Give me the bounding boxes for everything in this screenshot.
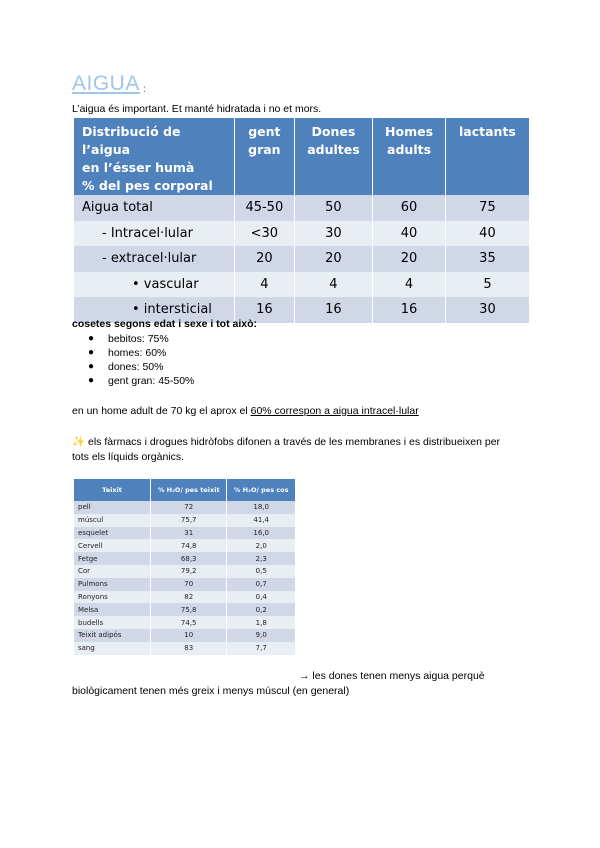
table-row	[74, 603, 296, 616]
tissue-name: Teixit adipós	[74, 629, 151, 642]
header-cell: Dones adultes	[294, 118, 372, 195]
table-cell: 16,0	[227, 527, 296, 540]
sparkles-icon: ✨	[72, 436, 86, 448]
tissue-name: Cervell	[74, 539, 151, 552]
table-row	[74, 552, 296, 565]
bullet-icon: ●	[88, 347, 95, 358]
table-row	[74, 514, 296, 527]
row-label: - Intracel·lular	[74, 221, 235, 247]
tissue-name: Fetge	[74, 552, 151, 565]
table-row	[74, 629, 296, 642]
table-cell: <30	[235, 221, 295, 247]
table-cell: 41,4	[227, 514, 296, 527]
table-row	[74, 539, 296, 552]
header-cell: Distribució de l’aigua en l’ésser humà % del pes corporal	[74, 118, 235, 195]
header-cell: Teixit	[74, 479, 151, 501]
table-cell: 9,0	[227, 629, 296, 642]
table-cell: 60	[373, 195, 446, 221]
table-cell: 35	[445, 246, 529, 272]
table-cell: 74,5	[151, 616, 227, 629]
table-cell: 79,2	[151, 565, 227, 578]
note-line-1: → les dones tenen menys aigua perquè	[299, 670, 485, 682]
bullet-icon: ●	[88, 361, 95, 372]
table-cell: 0,2	[227, 603, 296, 616]
table-row	[74, 578, 296, 591]
table-cell: 70	[151, 578, 227, 591]
bullet-icon: ●	[88, 333, 95, 344]
tissue-name: sang	[74, 642, 151, 655]
table-row	[74, 591, 296, 604]
tissue-water-table	[74, 479, 296, 655]
table-cell: 75	[445, 195, 529, 221]
paragraph-drugs-line2: tots els líquids orgànics.	[72, 451, 185, 463]
table-cell: 40	[373, 221, 446, 247]
tissue-name: Ronyons	[74, 591, 151, 604]
table-cell: 68,3	[151, 552, 227, 565]
header-cell: gent gran	[235, 118, 295, 195]
header-cell: lactants	[445, 118, 529, 195]
paragraph-intracellular: en un home adult de 70 kg el aprox el 60% correspon a aigua intracel·lular	[72, 405, 419, 417]
tissue-name: budells	[74, 616, 151, 629]
table-cell: 16	[235, 297, 295, 323]
table-row	[74, 642, 296, 655]
row-label: Aigua total	[74, 195, 235, 221]
note-line-2: biològicament tenen més greix i menys múscul (en general)	[72, 685, 350, 697]
table-cell: 2,3	[227, 552, 296, 565]
list-item: ● gent gran: 45-50%	[88, 375, 195, 387]
list-item: ● dones: 50%	[88, 361, 164, 373]
table-cell: 18,0	[227, 501, 296, 514]
tissue-name: múscul	[74, 514, 151, 527]
row-label: - extracel·lular	[74, 246, 235, 272]
table-row	[74, 221, 530, 247]
table-cell: 0,7	[227, 578, 296, 591]
table-cell: 4	[235, 272, 295, 298]
table-cell: 74,8	[151, 539, 227, 552]
table-cell: 83	[151, 642, 227, 655]
table-cell: 75,7	[151, 514, 227, 527]
table-cell: 31	[151, 527, 227, 540]
table-cell: 0,4	[227, 591, 296, 604]
table-cell: 1,8	[227, 616, 296, 629]
water-distribution-table	[74, 118, 530, 323]
table-cell: 20	[373, 246, 446, 272]
row-label: • vascular	[74, 272, 235, 298]
table-row	[74, 616, 296, 629]
table-cell: 4	[373, 272, 446, 298]
table-cell: 7,7	[227, 642, 296, 655]
title-colon: :	[143, 84, 146, 95]
table-header-row	[74, 118, 530, 195]
table-cell: 0,5	[227, 565, 296, 578]
tissue-name: Cor	[74, 565, 151, 578]
tissue-name: Pulmons	[74, 578, 151, 591]
list-item: ● bebitos: 75%	[88, 333, 169, 345]
underlined-text: 60% correspon a aigua intracel·lular	[250, 405, 419, 417]
table-row	[74, 527, 296, 540]
table-cell: 40	[445, 221, 529, 247]
table-cell: 45-50	[235, 195, 295, 221]
list-item: ● homes: 60%	[88, 347, 167, 359]
table-cell: 10	[151, 629, 227, 642]
table-cell: 20	[235, 246, 295, 272]
table-cell: 16	[373, 297, 446, 323]
table-cell: 4	[294, 272, 372, 298]
intro-text: L’aigua és important. Et manté hidratada i no et mors.	[72, 103, 322, 115]
table-cell: 2,0	[227, 539, 296, 552]
row-label: • intersticial	[74, 297, 235, 323]
page-title: AIGUA	[72, 72, 140, 95]
paragraph-drugs: ✨ els fàrmacs i drogues hidròfobs difonen a través de les membranes i es distribueixen per	[72, 436, 501, 448]
table-cell: 30	[445, 297, 529, 323]
tissue-name: esquelet	[74, 527, 151, 540]
table-row	[74, 272, 530, 298]
table-cell: 50	[294, 195, 372, 221]
table-cell: 5	[445, 272, 529, 298]
table-cell: 82	[151, 591, 227, 604]
tissue-name: Melsa	[74, 603, 151, 616]
table-row	[74, 246, 530, 272]
header-cell: % H₂O/ pes teixit	[151, 479, 227, 501]
section-heading: cosetes segons edat i sexe i tot això:	[72, 318, 257, 330]
table-row	[74, 195, 530, 221]
table-cell: 75,8	[151, 603, 227, 616]
table-cell: 20	[294, 246, 372, 272]
table-header-row	[74, 479, 296, 501]
table-row	[74, 565, 296, 578]
table-cell: 16	[294, 297, 372, 323]
header-cell: % H₂O/ pes cos	[227, 479, 296, 501]
tissue-name: pell	[74, 501, 151, 514]
bullet-list	[88, 332, 194, 388]
bullet-icon: ●	[88, 375, 95, 386]
header-cell: Homes adults	[373, 118, 446, 195]
table-row	[74, 501, 296, 514]
table-cell: 30	[294, 221, 372, 247]
table-cell: 72	[151, 501, 227, 514]
